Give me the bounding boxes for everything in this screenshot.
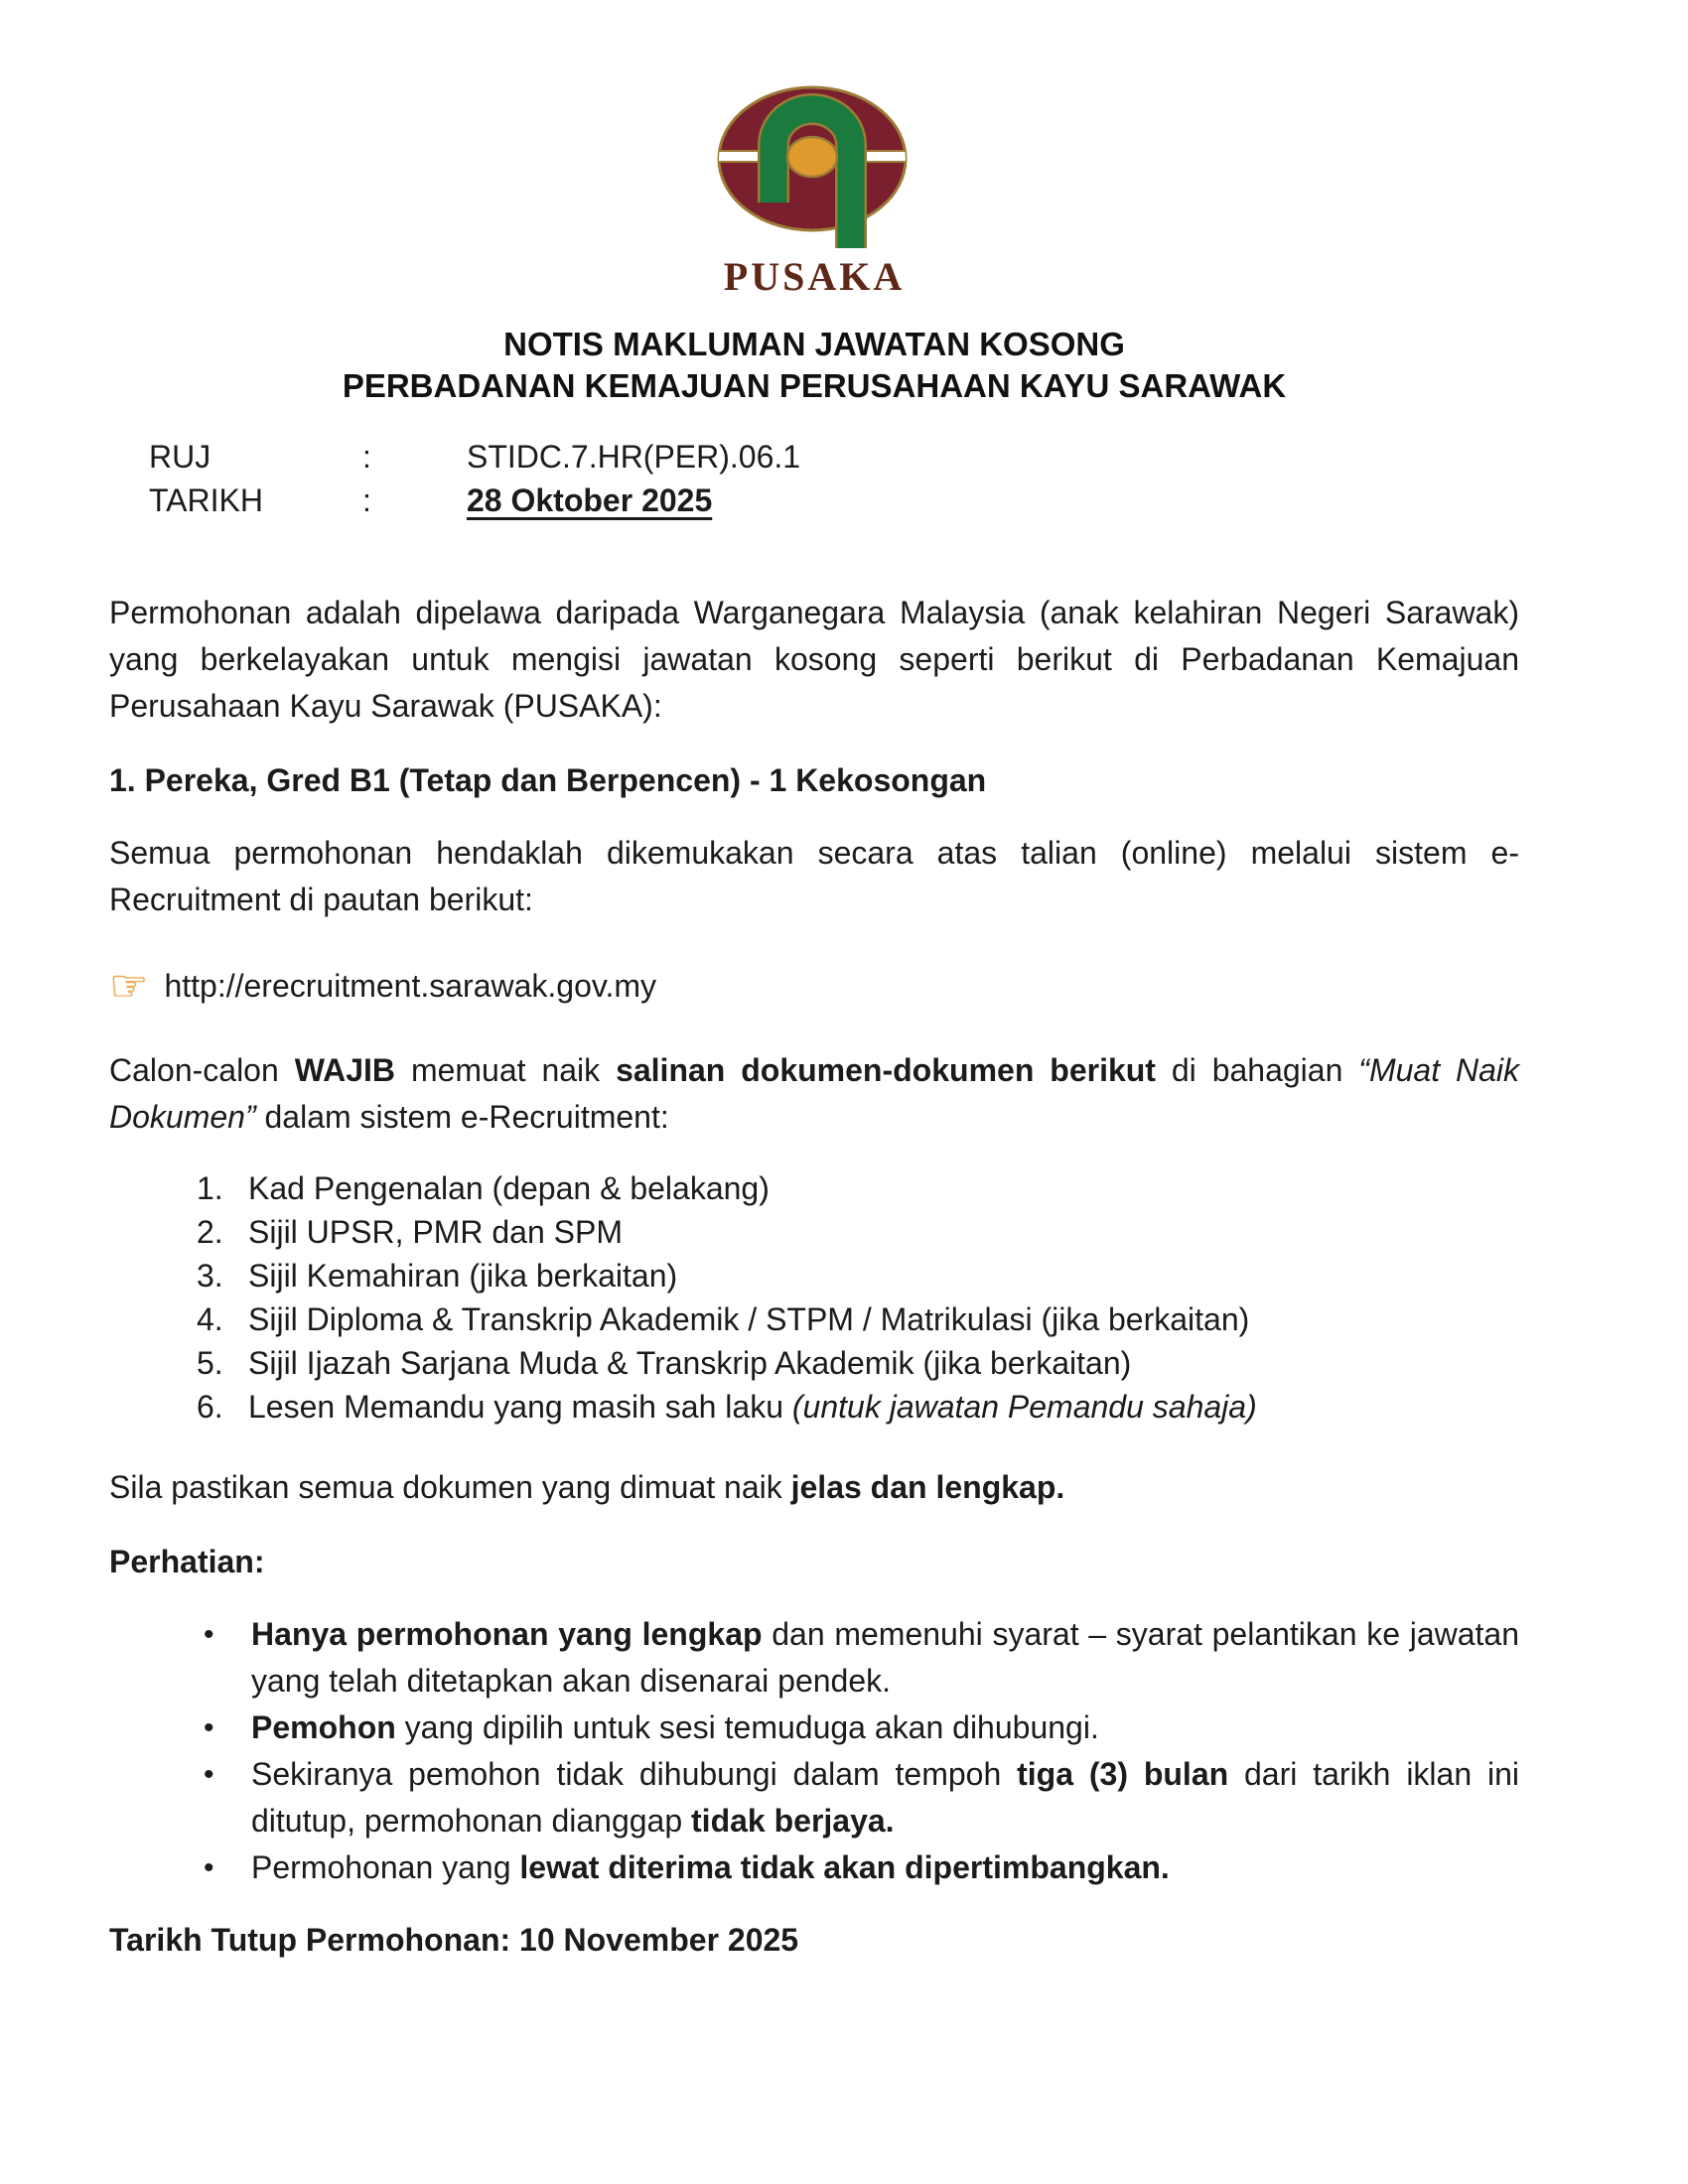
bullet-text: Pemohon yang dipilih untuk sesi temuduga akan dihubungi. <box>251 1709 1099 1745</box>
list-item-number: 5. <box>197 1345 223 1381</box>
bullet-marker: • <box>204 1711 214 1744</box>
attention-list <box>204 1611 1519 1891</box>
upload-requirement-note: Calon-calon WAJIB memuat naik salinan dokumen-dokumen berikut di bahagian “Muat Naik Dokumen” dalam sistem e-Recruitment: <box>109 1052 1520 1135</box>
bullet-item <box>204 1611 1519 1705</box>
date-label: TARIKH <box>149 482 263 518</box>
pointing-hand-icon: ☞ <box>109 961 149 1011</box>
notice-title-line1: NOTIS MAKLUMAN JAWATAN KOSONG <box>503 326 1125 362</box>
list-item <box>197 1210 1519 1254</box>
ref-value: STIDC.7.HR(PER).06.1 <box>467 439 801 475</box>
attention-heading: Perhatian: <box>109 1544 265 1579</box>
list-item-text: Sijil Diploma & Transkrip Akademik / STPM / Matrikulasi (jika berkaitan) <box>248 1301 1250 1337</box>
ensure-complete-note: Sila pastikan semua dokumen yang dimuat naik jelas dan lengkap. <box>109 1469 1065 1505</box>
bullet-item <box>204 1705 1519 1751</box>
list-item-text: Sijil Kemahiran (jika berkaitan) <box>248 1258 678 1294</box>
date-row <box>149 478 1519 522</box>
pusaka-logo <box>695 81 933 300</box>
list-item <box>197 1341 1519 1385</box>
list-item-number: 6. <box>197 1389 223 1425</box>
bullet-marker: • <box>204 1618 214 1651</box>
reference-block <box>149 435 1519 522</box>
date-colon: : <box>362 482 371 518</box>
document-list <box>197 1166 1519 1429</box>
ref-colon: : <box>362 439 371 475</box>
list-item-number: 1. <box>197 1170 223 1206</box>
vacancy-heading: 1. Pereka, Gred B1 (Tetap dan Berpencen) - 1 Kekosongan <box>109 762 987 798</box>
list-item-number: 2. <box>197 1214 223 1250</box>
date-value: 28 Oktober 2025 <box>467 482 713 518</box>
emblem-orange-disc <box>787 137 837 177</box>
pusaka-emblem-icon <box>706 81 922 252</box>
list-item-text: Lesen Memandu yang masih sah laku (untuk jawatan Pemandu sahaja) <box>248 1389 1257 1425</box>
ref-row <box>149 435 1519 478</box>
bullet-text: Permohonan yang lewat diterima tidak akan dipertimbangkan. <box>251 1849 1170 1885</box>
intro-paragraph: Permohonan adalah dipelawa daripada Warganegara Malaysia (anak kelahiran Negeri Sarawak) yang berkelayakan untuk mengisi jawatan kosong seperti berikut di Perbadanan Kemajuan Perusahaan Kayu Sarawak (PUSAKA): <box>109 595 1519 724</box>
bullet-item <box>204 1844 1519 1891</box>
bullet-marker: • <box>204 1851 214 1884</box>
notice-title-line2: PERBADANAN KEMAJUAN PERUSAHAAN KAYU SARAWAK <box>342 367 1287 404</box>
list-item <box>197 1385 1519 1429</box>
erecruitment-url[interactable]: http://erecruitment.sarawak.gov.my <box>164 968 657 1004</box>
list-item-text: Sijil UPSR, PMR dan SPM <box>248 1214 623 1250</box>
list-item <box>197 1297 1519 1341</box>
closing-date-line: Tarikh Tutup Permohonan: 10 November 2025 <box>109 1922 799 1958</box>
pusaka-wordmark: PUSAKA <box>723 254 906 299</box>
list-item-text: Kad Pengenalan (depan & belakang) <box>248 1170 770 1206</box>
list-item-text: Sijil Ijazah Sarjana Muda & Transkrip Akademik (jika berkaitan) <box>248 1345 1132 1381</box>
erecruitment-link-line <box>109 963 1519 1010</box>
list-item <box>197 1166 1519 1210</box>
list-item-number: 3. <box>197 1258 223 1294</box>
bullet-item <box>204 1751 1519 1844</box>
bullet-text: Sekiranya pemohon tidak dihubungi dalam tempoh tiga (3) bulan dari tarikh iklan ini ditutup, permohonan dianggap tidak berjaya. <box>251 1756 1519 1839</box>
list-item <box>197 1254 1519 1297</box>
ref-label: RUJ <box>149 439 211 475</box>
bullet-marker: • <box>204 1758 214 1791</box>
online-submission-note: Semua permohonan hendaklah dikemukakan secara atas talian (online) melalui sistem e-Recruitment di pautan berikut: <box>109 835 1519 917</box>
bullet-text: Hanya permohonan yang lengkap dan memenuhi syarat – syarat pelantikan ke jawatan yang telah ditetapkan akan disenarai pendek. <box>251 1616 1520 1699</box>
list-item-number: 4. <box>197 1301 223 1337</box>
